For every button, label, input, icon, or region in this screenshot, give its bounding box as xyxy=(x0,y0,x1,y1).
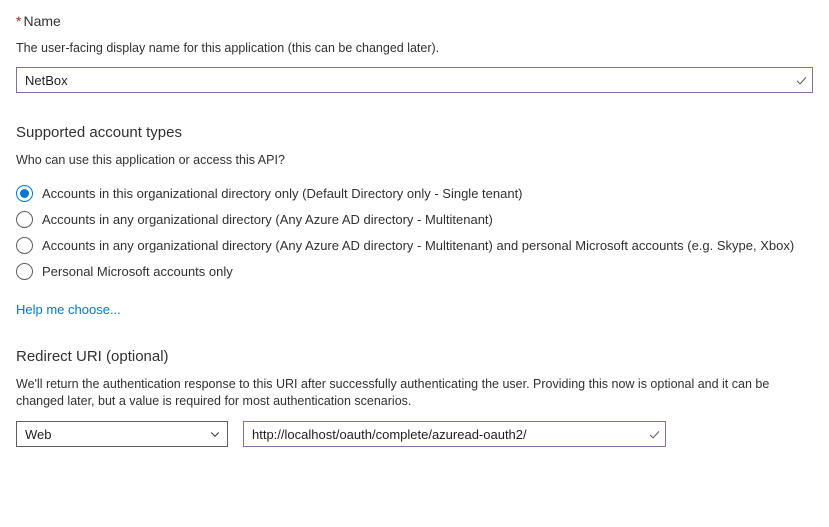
name-description: The user-facing display name for this application (this can be changed later). xyxy=(16,41,440,55)
redirect-uri-input[interactable] xyxy=(244,422,643,446)
required-indicator: * xyxy=(16,13,22,29)
account-types-radio-group xyxy=(16,181,813,284)
name-label xyxy=(16,11,813,31)
redirect-uri-row xyxy=(16,421,813,447)
radio-option-multitenant-personal[interactable] xyxy=(16,233,813,258)
radio-option-label: Accounts in any organizational directory (Any Azure AD directory - Multitenant) xyxy=(42,212,493,227)
chevron-down-icon[interactable] xyxy=(203,428,227,440)
platform-select-value: Web xyxy=(25,426,52,442)
redirect-uri-description: We'll return the authentication response to this URI after successfully authenticating the user. Providing this now is optional and it can be changed later, but a value is required for most authentication scenarios. xyxy=(16,377,770,408)
redirect-uri-input-wrapper[interactable] xyxy=(243,421,666,447)
name-label-text: Name xyxy=(23,13,61,29)
radio-option-label: Personal Microsoft accounts only xyxy=(42,264,233,279)
checkmark-icon xyxy=(790,68,812,92)
radio-button-icon[interactable] xyxy=(16,211,33,228)
radio-option-single-tenant[interactable] xyxy=(16,181,813,206)
radio-button-icon[interactable] xyxy=(16,185,33,202)
account-types-description: Who can use this application or access this API? xyxy=(16,153,285,167)
name-input[interactable] xyxy=(17,68,790,92)
account-types-title: Supported account types xyxy=(16,124,182,141)
help-me-choose-link[interactable]: Help me choose... xyxy=(16,302,121,317)
radio-option-multitenant[interactable] xyxy=(16,207,813,232)
platform-select[interactable] xyxy=(16,421,228,447)
redirect-uri-title: Redirect URI (optional) xyxy=(16,348,169,365)
radio-button-icon[interactable] xyxy=(16,237,33,254)
radio-option-label: Accounts in this organizational directory only (Default Directory only - Single tenant) xyxy=(42,186,523,201)
radio-option-personal-only[interactable] xyxy=(16,259,813,284)
radio-button-icon[interactable] xyxy=(16,263,33,280)
name-input-wrapper[interactable] xyxy=(16,67,813,93)
app-registration-form xyxy=(0,11,829,527)
checkmark-icon xyxy=(643,422,665,446)
radio-option-label: Accounts in any organizational directory (Any Azure AD directory - Multitenant) and personal Microsoft accounts (e.g. Skype, Xbox) xyxy=(42,238,795,253)
